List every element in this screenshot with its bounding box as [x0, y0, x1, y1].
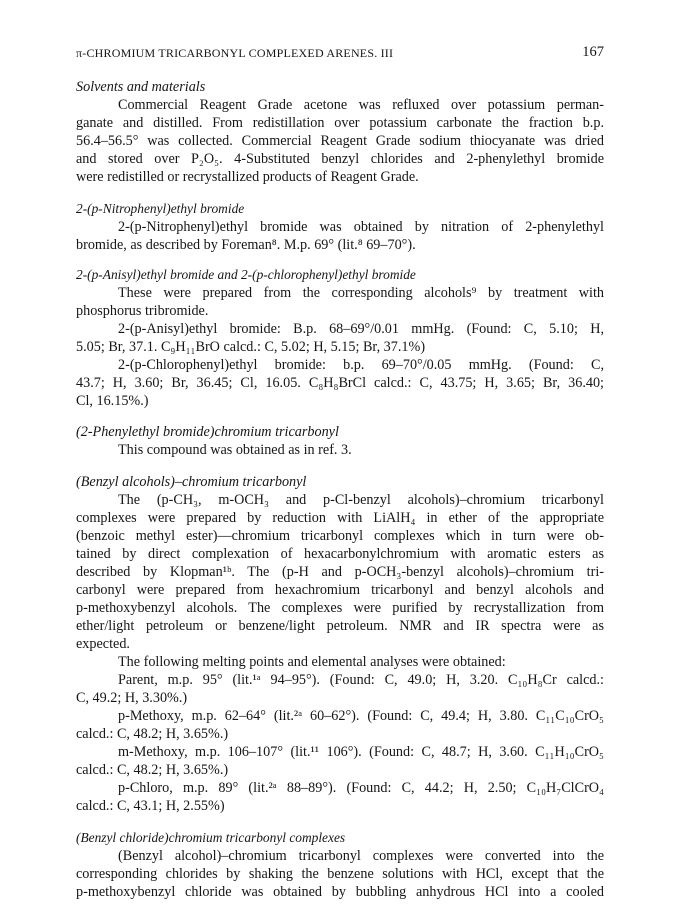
text-line: 56.4–56.5° was collected. Commercial Reagent Grade sodium thiocyanate was dried	[76, 133, 604, 149]
text-line: (Benzyl alcohol)–chromium tricarbonyl complexes were converted into the	[118, 848, 604, 864]
text-line: p-Chloro, m.p. 89° (lit.²ᵃ 88–89°). (Found: C, 44.2; H, 2.50; C₁₀H₇ClCrO₄	[118, 780, 604, 796]
section-heading-benzyl-chloride: (Benzyl chloride)chromium tricarbonyl complexes	[76, 830, 346, 845]
text-line: 43.7; H, 3.60; Br, 36.45; Cl, 16.05. C₈H₈BrCl calcd.: C, 43.75; H, 3.65; Br, 36.40;	[76, 375, 604, 391]
section-heading-phenylethyl: (2-Phenylethyl bromide)chromium tricarbonyl	[76, 424, 339, 440]
text-line: The (p-CH₃, m-OCH₃ and p-Cl-benzyl alcohols)–chromium tricarbonyl	[118, 492, 604, 508]
text-line: 2-(p-Chlorophenyl)ethyl bromide: b.p. 69–70°/0.05 mmHg. (Found: C,	[118, 357, 604, 373]
section-heading-solvents: Solvents and materials	[76, 79, 206, 95]
text-line: calcd.: C, 43.1; H, 2.55%)	[76, 798, 225, 814]
text-line: Commercial Reagent Grade acetone was refluxed over potassium perman-	[118, 97, 604, 113]
text-line: p-methoxybenzyl alcohols. The complexes were purified by recrystallization from	[76, 600, 604, 616]
text-line: ether/light petroleum or benzene/light petroleum. NMR and IR spectra were as	[76, 618, 604, 634]
text-line: 2-(p-Nitrophenyl)ethyl bromide was obtained by nitration of 2-phenylethyl	[118, 219, 604, 235]
text-line: bromide, as described by Foreman⁸. M.p. 69° (lit.⁸ 69–70°).	[76, 237, 416, 253]
text-line: These were prepared from the corresponding alcohols⁹ by treatment with	[118, 285, 604, 301]
text-line: calcd.: C, 48.2; H, 3.65%.)	[76, 726, 229, 742]
running-title: π-CHROMIUM TRICARBONYL COMPLEXED ARENES. III	[76, 46, 394, 60]
text-line: Parent, m.p. 95° (lit.¹ᵃ 94–95°). (Found: C, 49.0; H, 3.20. C₁₀H₈Cr calcd.:	[118, 672, 604, 688]
text-line: corresponding chlorides by shaking the benzene solutions with HCl, except that the	[76, 866, 604, 882]
text-line: tained by direct complexation of hexacarbonylchromium with aromatic esters as	[76, 546, 604, 562]
text-line: 5.05; Br, 37.1. C₉H₁₁BrO calcd.: C, 5.02; H, 5.15; Br, 37.1%)	[76, 339, 426, 355]
section-heading-benzyl-alcohols: (Benzyl alcohols)–chromium tricarbonyl	[76, 474, 307, 490]
section-heading-anisyl: 2-(p-Anisyl)ethyl bromide and 2-(p-chlorophenyl)ethyl bromide	[76, 267, 416, 282]
text-line: and stored over P₂O₅. 4-Substituted benzyl chlorides and 2-phenylethyl bromide	[76, 151, 604, 167]
text-line: 2-(p-Anisyl)ethyl bromide: B.p. 68–69°/0.01 mmHg. (Found: C, 5.10; H,	[118, 321, 604, 337]
text-line: C, 49.2; H, 3.30%.)	[76, 690, 188, 706]
text-line: This compound was obtained as in ref. 3.	[118, 442, 352, 458]
section-heading-nitrophenyl: 2-(p-Nitrophenyl)ethyl bromide	[76, 201, 245, 216]
text-line: complexes were prepared by reduction with LiAlH₄ in ether of the appropriate	[76, 510, 604, 526]
text-line: were redistilled or recrystallized products of Reagent Grade.	[76, 169, 419, 185]
text-line: expected.	[76, 636, 130, 652]
text-line: m-Methoxy, m.p. 106–107° (lit.¹¹ 106°). (Found: C, 48.7; H, 3.60. C₁₁H₁₀CrO₅	[118, 744, 604, 760]
text-line: The following melting points and elemental analyses were obtained:	[118, 654, 506, 670]
text-line: described by Klopman¹ᵇ. The (p-H and p-OCH₃-benzyl alcohols)–chromium tri-	[76, 564, 604, 580]
text-line: phosphorus tribromide.	[76, 303, 209, 319]
text-line: Cl, 16.15%.)	[76, 393, 149, 409]
text-line: p-Methoxy, m.p. 62–64° (lit.²ᵃ 60–62°). (Found: C, 49.4; H, 3.80. C₁₁C₁₀CrO₅	[118, 708, 604, 724]
text-line: carbonyl were prepared from hexachromium tricarbonyl and benzyl alcohols and	[76, 582, 604, 598]
page-number: 167	[582, 44, 604, 60]
text-line: calcd.: C, 48.2; H, 3.65%.)	[76, 762, 229, 778]
text-line: (benzoic methyl ester)—chromium tricarbonyl complexes which in turn were ob-	[76, 528, 604, 544]
running-header	[76, 46, 604, 64]
text-line: ganate and distilled. From redistillation over potassium carbonate the fraction b.p.	[76, 115, 604, 131]
text-line: p-methoxybenzyl chloride was obtained by bubbling anhydrous HCl into a cooled	[76, 884, 604, 900]
